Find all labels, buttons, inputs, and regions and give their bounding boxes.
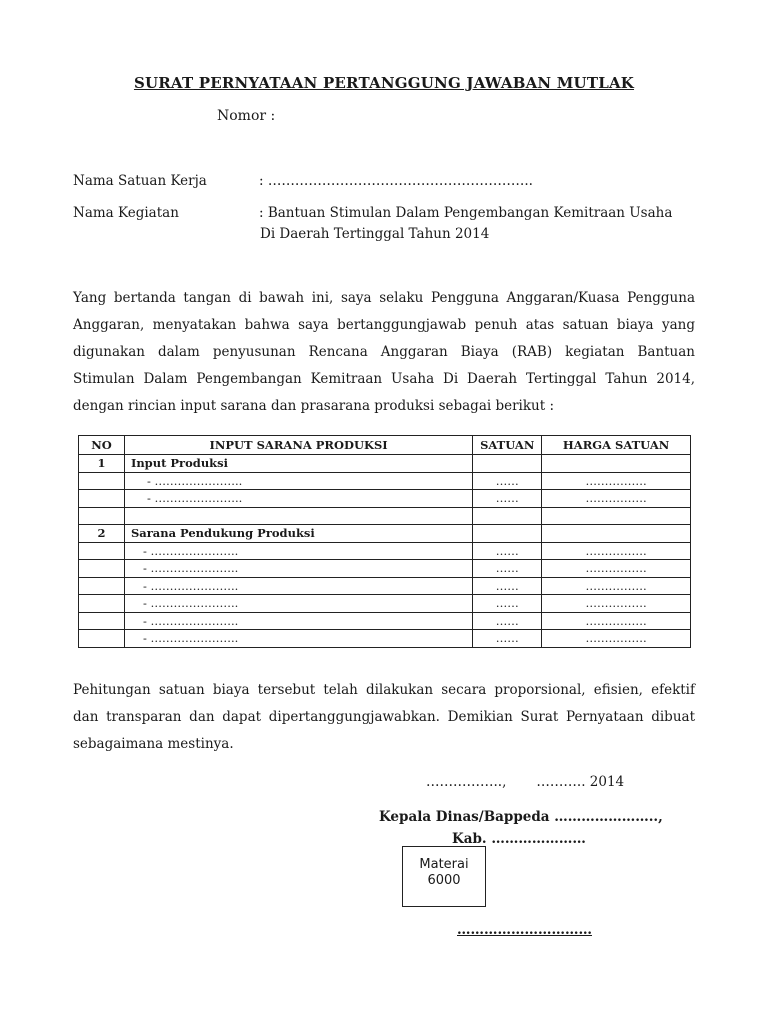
document-title: SURAT PERNYATAAN PERTANGGUNG JAWABAN MUTLAK (133, 74, 635, 92)
paragraph-line: Anggaran, menyatakan bahwa saya bertanggungjawab penuh atas satuan biaya yang (73, 317, 695, 333)
rab-table (78, 435, 691, 648)
materai-stamp-box (402, 846, 486, 907)
item-harga: ……………. (542, 577, 691, 595)
materai-label: Materai (419, 857, 469, 872)
table-row (79, 560, 691, 578)
group-no: 2 (79, 525, 125, 543)
item-name: - ………………….. (124, 542, 472, 560)
table-row (79, 455, 691, 473)
field-value-line1: : Bantuan Stimulan Dalam Pengembangan Kemitraan Usaha (259, 205, 673, 221)
item-name: - ………………….. (124, 490, 472, 508)
table-row (79, 542, 691, 560)
table-row (79, 490, 691, 508)
empty-cell (79, 472, 125, 490)
closing-paragraph (73, 677, 695, 758)
item-harga: ……………. (542, 630, 691, 648)
header-no: NO (79, 436, 125, 455)
nomor-label: Nomor : (217, 108, 276, 124)
table-row (79, 577, 691, 595)
empty-cell (542, 525, 691, 543)
header-harga: HARGA SATUAN (542, 436, 691, 455)
item-harga: ……………. (542, 560, 691, 578)
empty-cell (79, 612, 125, 630)
empty-cell (79, 490, 125, 508)
empty-cell (473, 455, 542, 473)
signatory-name-line: ………………………… (457, 922, 592, 938)
field-label: Nama Kegiatan (73, 205, 179, 221)
empty-cell (79, 507, 125, 525)
group-name: Input Produksi (124, 455, 472, 473)
item-name: - ………………….. (124, 577, 472, 595)
materai-value: 6000 (427, 873, 461, 888)
header-satuan: SATUAN (473, 436, 542, 455)
empty-cell (473, 507, 542, 525)
empty-cell (79, 542, 125, 560)
item-harga: ……………. (542, 472, 691, 490)
signatory-region: Kab. ………………… (452, 831, 586, 847)
item-name: - ………………….. (124, 630, 472, 648)
table-row (79, 507, 691, 525)
field-value-line2: Di Daerah Tertinggal Tahun 2014 (260, 226, 490, 242)
empty-cell (473, 525, 542, 543)
item-satuan: …… (473, 542, 542, 560)
item-harga: ……………. (542, 612, 691, 630)
field-label: Nama Satuan Kerja (73, 173, 207, 189)
empty-cell (79, 595, 125, 613)
item-name: - ………………….. (124, 612, 472, 630)
empty-cell (79, 560, 125, 578)
item-satuan: …… (473, 472, 542, 490)
item-satuan: …… (473, 490, 542, 508)
item-satuan: …… (473, 612, 542, 630)
item-satuan: …… (473, 630, 542, 648)
field-value: : ………………………………………………….. (259, 173, 533, 189)
place-date: …………….., ……….. 2014 (426, 774, 625, 790)
empty-cell (79, 577, 125, 595)
paragraph-line: dan transparan dan dapat dipertanggungjawabkan. Demikian Surat Pernyataan dibuat (73, 709, 695, 725)
paragraph-line: digunakan dalam penyusunan Rencana Anggaran Biaya (RAB) kegiatan Bantuan (73, 344, 695, 360)
item-harga: ……………. (542, 595, 691, 613)
table-row (79, 525, 691, 543)
group-no: 1 (79, 455, 125, 473)
paragraph-line: Pehitungan satuan biaya tersebut telah dilakukan secara proporsional, efisien, efektif (73, 682, 695, 698)
table-row (79, 612, 691, 630)
item-harga: ……………. (542, 542, 691, 560)
item-satuan: …… (473, 577, 542, 595)
intro-paragraph (73, 285, 695, 420)
empty-cell (124, 507, 472, 525)
table-row (79, 595, 691, 613)
empty-cell (542, 455, 691, 473)
signatory-position: Kepala Dinas/Bappeda ………………….., (379, 809, 663, 825)
paragraph-line: Stimulan Dalam Pengembangan Kemitraan Usaha Di Daerah Tertinggal Tahun 2014, (73, 371, 695, 387)
table-header-row (79, 436, 691, 455)
empty-cell (79, 630, 125, 648)
item-name: - ………………….. (124, 560, 472, 578)
empty-cell (542, 507, 691, 525)
table-row (79, 630, 691, 648)
paragraph-line: dengan rincian input sarana dan prasarana produksi sebagai berikut : (73, 398, 555, 414)
item-name: - ………………….. (124, 472, 472, 490)
paragraph-line: Yang bertanda tangan di bawah ini, saya selaku Pengguna Anggaran/Kuasa Pengguna (73, 290, 695, 306)
paragraph-line: sebagaimana mestinya. (73, 736, 234, 752)
header-input: INPUT SARANA PRODUKSI (124, 436, 472, 455)
table-row (79, 472, 691, 490)
item-harga: ……………. (542, 490, 691, 508)
item-satuan: …… (473, 595, 542, 613)
group-name: Sarana Pendukung Produksi (124, 525, 472, 543)
item-name: - ………………….. (124, 595, 472, 613)
item-satuan: …… (473, 560, 542, 578)
